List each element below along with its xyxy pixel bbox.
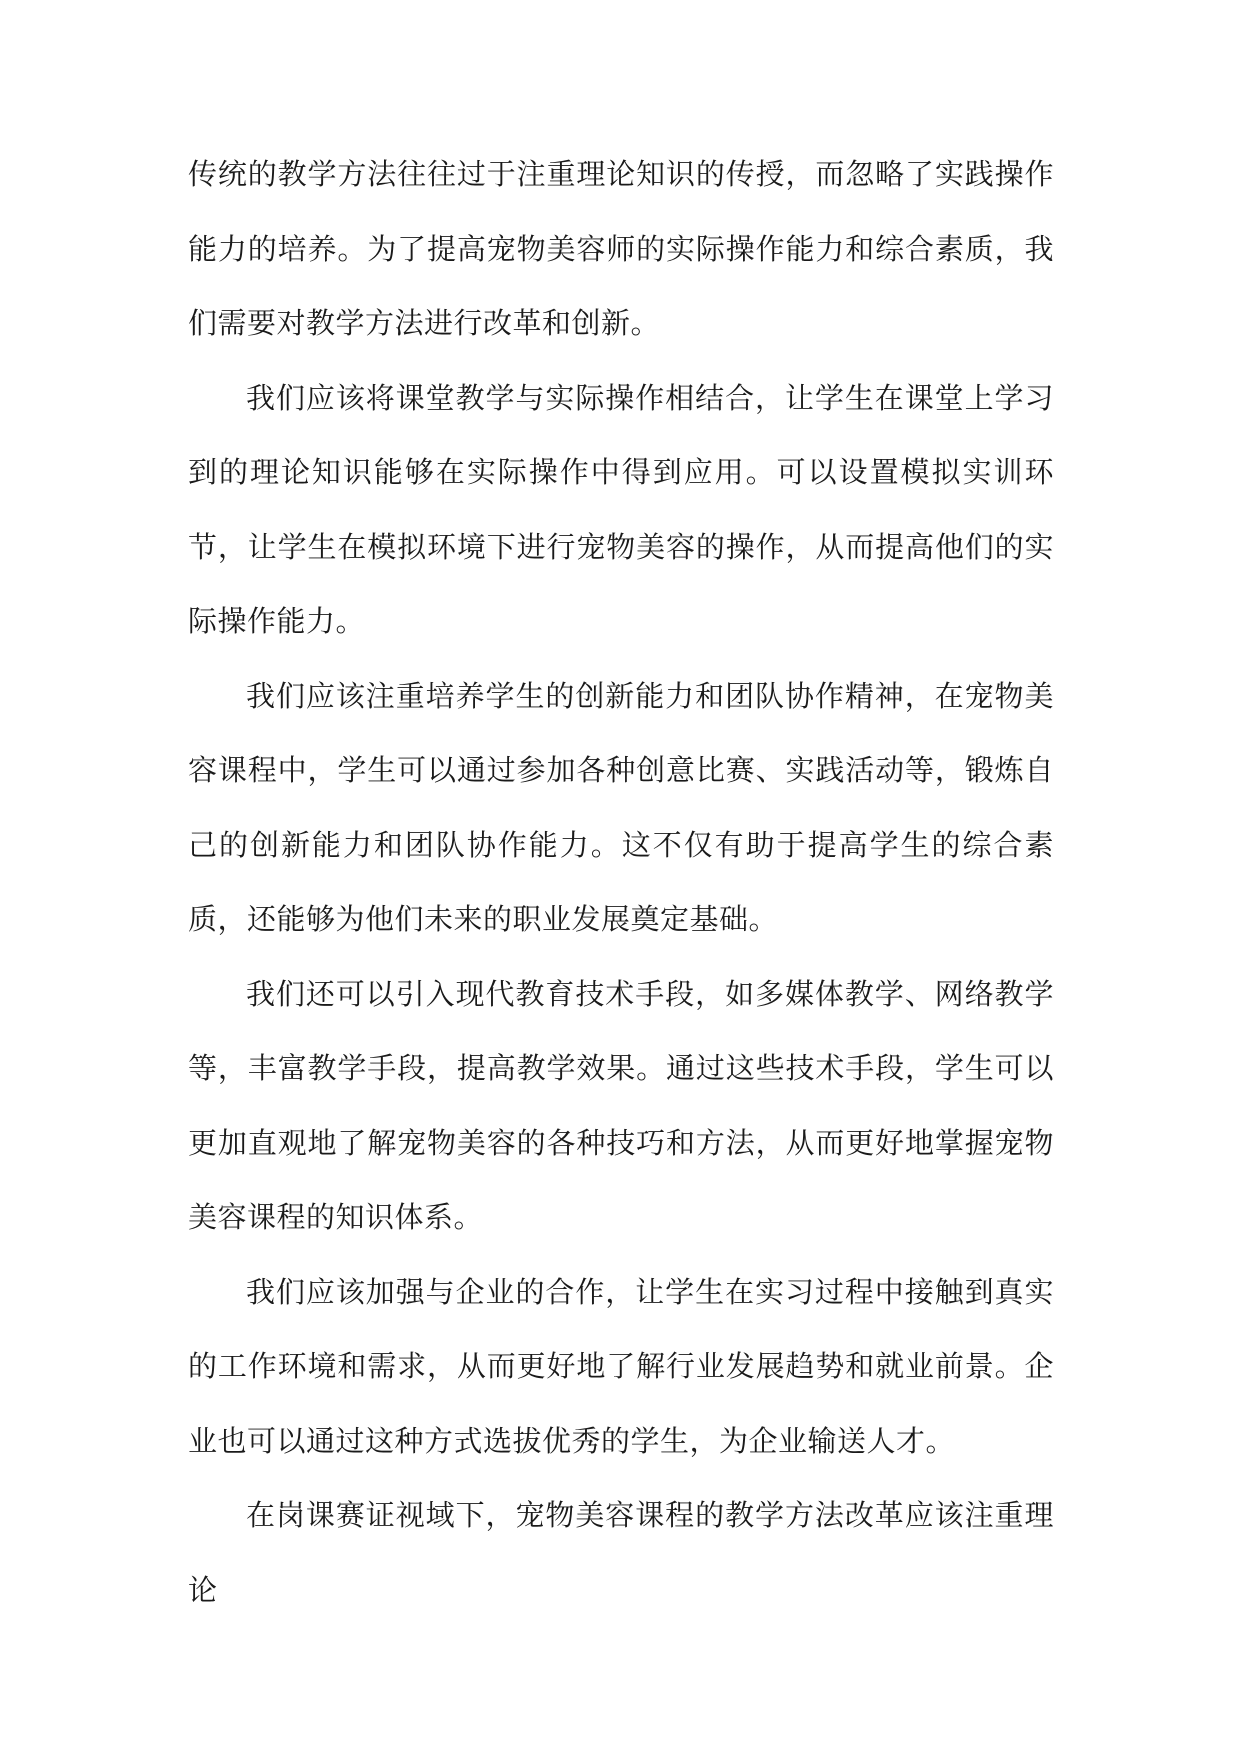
paragraph-1: 传统的教学方法往往过于注重理论知识的传授，而忽略了实践操作能力的培养。为了提高宠物美容师的实际操作能力和综合素质，我们需要对教学方法进行改革和创新。 xyxy=(188,157,1054,340)
paragraph-5: 我们应该加强与企业的合作，让学生在实习过程中接触到真实的工作环境和需求，从而更好地了解行业发展趋势和就业前景。企业也可以通过这种方式选拔优秀的学生，为企业输送人才。 xyxy=(188,1274,1054,1458)
paragraph-2: 我们应该将课堂教学与实际操作相结合，让学生在课堂上学习到的理论知识能够在实际操作中得到应用。可以设置模拟实训环节，让学生在模拟环境下进行宠物美容的操作，从而提高他们的实际操作能力。 xyxy=(188,380,1054,638)
paragraph-6: 在岗课赛证视域下，宠物美容课程的教学方法改革应该注重理论 xyxy=(188,1498,1054,1607)
paragraph-3: 我们应该注重培养学生的创新能力和团队协作精神，在宠物美容课程中，学生可以通过参加各种创意比赛、实践活动等，锻炼自己的创新能力和团队协作能力。这不仅有助于提高学生的综合素质，还能够为他们未来的职业发展奠定基础。 xyxy=(188,678,1054,936)
document-body xyxy=(188,137,1054,1627)
paragraph-4: 我们还可以引入现代教育技术手段，如多媒体教学、网络教学等，丰富教学手段，提高教学效果。通过这些技术手段，学生可以更加直观地了解宠物美容的各种技巧和方法，从而更好地掌握宠物美容课程的知识体系。 xyxy=(188,976,1054,1234)
